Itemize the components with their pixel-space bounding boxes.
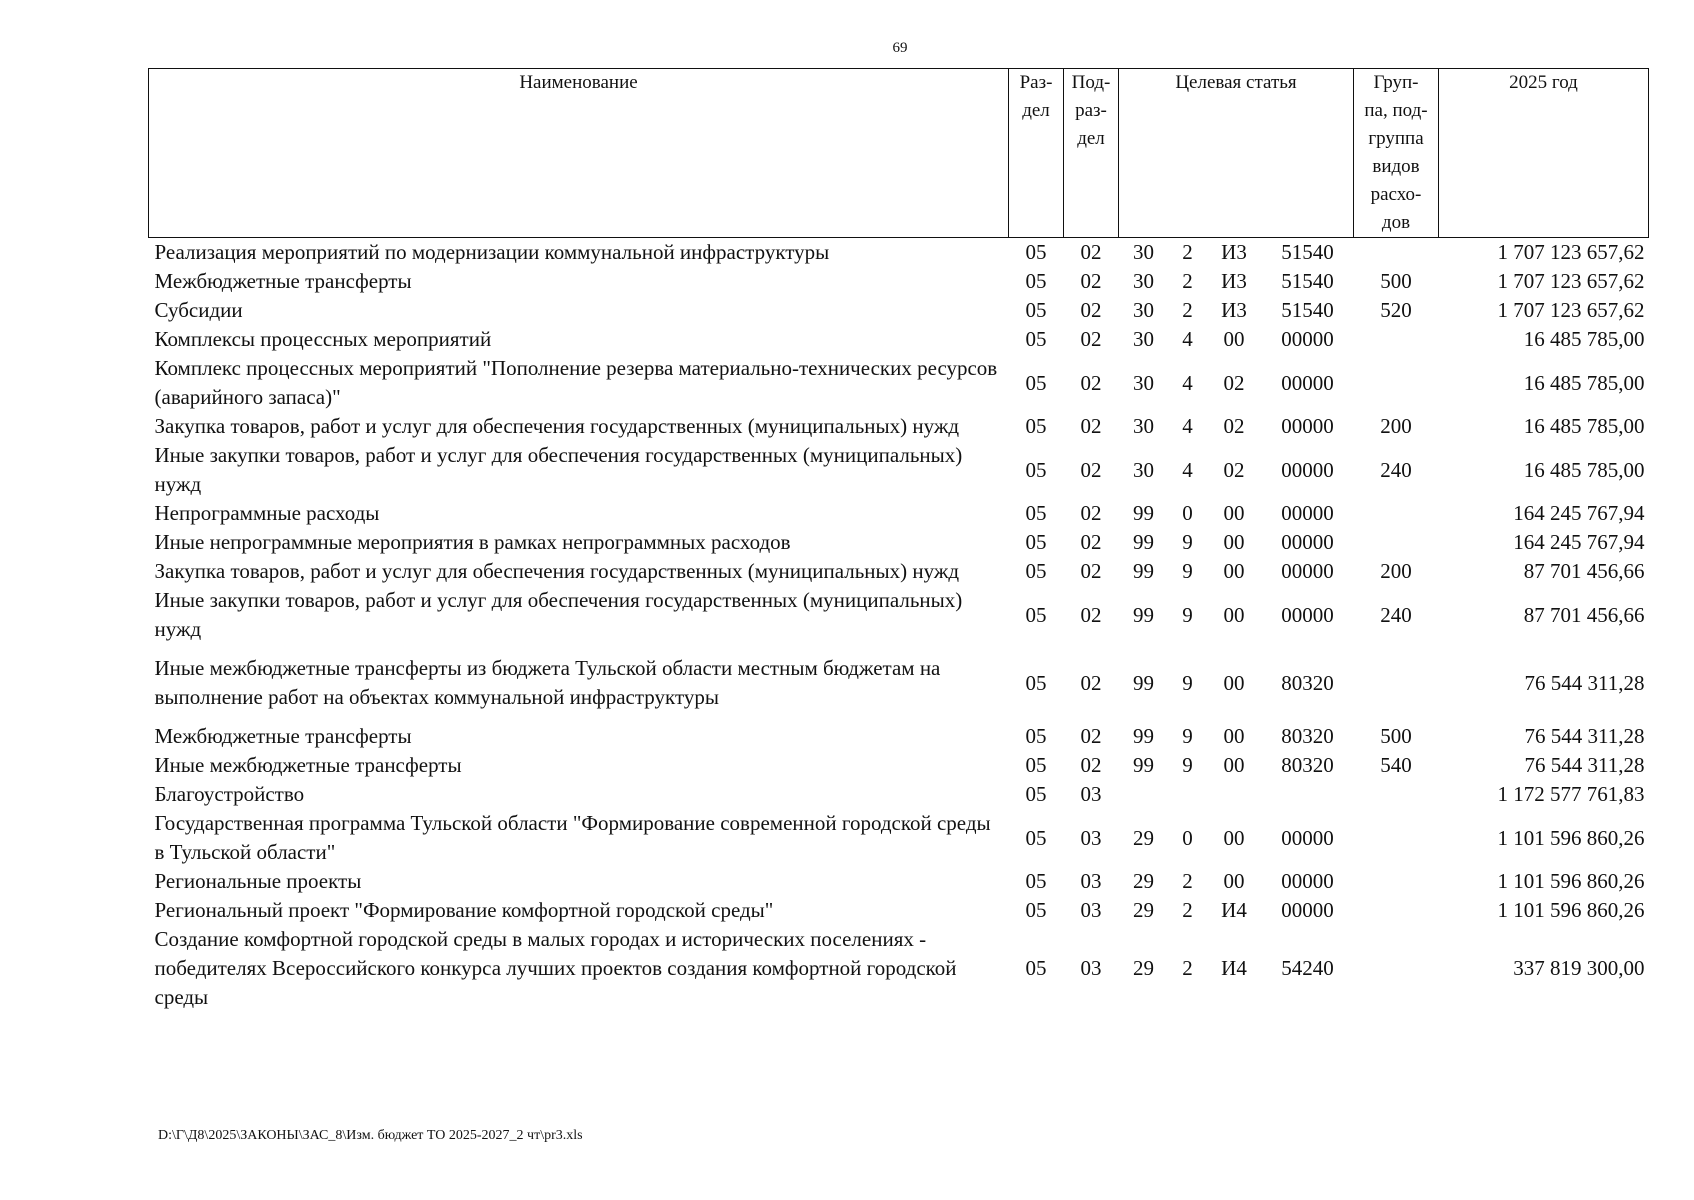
row-name: Межбюджетные трансферты (154, 724, 412, 748)
row-amount-2025: 1 101 596 860,26 (1497, 869, 1645, 893)
row-expense-group (1354, 896, 1439, 925)
row-name: Межбюджетные трансферты (154, 269, 412, 293)
row-target-article (1119, 325, 1354, 354)
table-row (149, 722, 1649, 751)
row-expense-group: 200 (1380, 414, 1412, 438)
row-expense-group (1354, 780, 1439, 809)
target-program: 29 (1133, 869, 1154, 893)
row-name: Непрограммные расходы (154, 501, 380, 525)
row-target-article (1119, 354, 1354, 412)
row-razdel: 05 (1025, 414, 1047, 438)
row-target-article (1119, 528, 1354, 557)
row-razdel: 05 (1025, 501, 1047, 525)
row-razdel: 05 (1025, 457, 1047, 482)
row-name: Иные непрограммные мероприятия в рамках непрограммных расходов (154, 530, 791, 554)
row-podrazdel: 03 (1080, 782, 1102, 806)
target-direction: 00000 (1281, 530, 1334, 554)
table-row (149, 751, 1649, 780)
target-type: 9 (1182, 559, 1193, 583)
target-direction: 00000 (1281, 370, 1334, 395)
header-group-label: Груп- па, под- группа видов расхо- дов (1364, 72, 1428, 233)
row-expense-group (1354, 867, 1439, 896)
target-type: 2 (1182, 898, 1193, 922)
row-target-article (1119, 809, 1354, 867)
row-name: Иные закупки товаров, работ и услуг для обеспечения государственных (муниципальных) нужд (154, 588, 963, 641)
row-target-article (1119, 644, 1354, 722)
row-podrazdel: 02 (1080, 370, 1102, 395)
row-podrazdel: 03 (1080, 869, 1102, 893)
budget-table-container (148, 68, 1648, 1012)
row-podrazdel: 02 (1080, 298, 1102, 322)
row-target-article (1119, 780, 1354, 809)
row-razdel: 05 (1025, 753, 1047, 777)
row-amount-2025: 87 701 456,66 (1523, 602, 1645, 627)
row-razdel: 05 (1025, 670, 1047, 695)
target-program: 30 (1133, 414, 1154, 438)
table-row (149, 809, 1649, 867)
row-target-article (1119, 238, 1354, 268)
row-amount-2025: 87 701 456,66 (1523, 559, 1645, 583)
target-type: 4 (1182, 327, 1193, 351)
row-amount-2025: 1 101 596 860,26 (1497, 825, 1645, 850)
header-podrazdel-label: Под- раз- дел (1071, 72, 1111, 149)
row-expense-group (1354, 925, 1439, 1012)
row-expense-group: 520 (1380, 298, 1412, 322)
row-amount-2025: 16 485 785,00 (1523, 327, 1645, 351)
row-target-article (1119, 925, 1354, 1012)
row-name: Региональные проекты (154, 869, 362, 893)
row-razdel: 05 (1025, 898, 1047, 922)
target-project: 00 (1223, 602, 1245, 627)
row-expense-group: 500 (1380, 724, 1412, 748)
table-row (149, 441, 1649, 499)
row-name: Государственная программа Тульской области "Формирование современной городской среды в Тульской области" (154, 811, 991, 864)
row-razdel: 05 (1025, 869, 1047, 893)
row-target-article (1119, 499, 1354, 528)
row-podrazdel: 02 (1080, 501, 1102, 525)
header-name (149, 69, 1009, 238)
target-program: 30 (1133, 240, 1154, 264)
target-direction: 00000 (1281, 898, 1334, 922)
row-amount-2025: 164 245 767,94 (1513, 530, 1645, 554)
table-row (149, 296, 1649, 325)
header-target (1119, 69, 1354, 238)
target-type: 2 (1182, 869, 1193, 893)
target-direction: 80320 (1281, 670, 1334, 695)
row-target-article (1119, 586, 1354, 644)
header-amount-label: 2025 год (1509, 72, 1578, 93)
row-podrazdel: 02 (1080, 457, 1102, 482)
target-project: 00 (1223, 869, 1245, 893)
target-program: 29 (1133, 956, 1154, 980)
target-project: 02 (1223, 370, 1245, 395)
target-program: 99 (1133, 753, 1154, 777)
target-type: 9 (1182, 670, 1193, 695)
row-amount-2025: 16 485 785,00 (1523, 370, 1645, 395)
row-target-article (1119, 867, 1354, 896)
table-row (149, 412, 1649, 441)
target-program: 30 (1133, 269, 1154, 293)
row-target-article (1119, 896, 1354, 925)
row-podrazdel: 02 (1080, 414, 1102, 438)
row-name: Иные межбюджетные трансферты (154, 753, 462, 777)
row-amount-2025: 337 819 300,00 (1513, 956, 1645, 980)
target-type: 0 (1182, 501, 1193, 525)
row-name: Создание комфортной городской среды в малых городах и исторических поселениях - победителях Всероссийского конкурса лучших проектов создания комфортной городской среды (154, 927, 957, 1009)
row-amount-2025: 76 544 311,28 (1524, 724, 1645, 748)
row-amount-2025: 1 707 123 657,62 (1497, 298, 1645, 322)
row-razdel: 05 (1025, 530, 1047, 554)
row-podrazdel: 02 (1080, 559, 1102, 583)
row-expense-group: 240 (1380, 602, 1412, 627)
target-direction: 00000 (1281, 501, 1334, 525)
table-row (149, 267, 1649, 296)
row-podrazdel: 02 (1080, 670, 1102, 695)
row-razdel: 05 (1025, 298, 1047, 322)
target-project: 00 (1223, 530, 1245, 554)
row-expense-group (1354, 809, 1439, 867)
target-type: 2 (1182, 298, 1193, 322)
target-type: 9 (1182, 602, 1193, 627)
target-direction: 00000 (1281, 457, 1334, 482)
target-project: 00 (1223, 753, 1245, 777)
row-razdel: 05 (1025, 602, 1047, 627)
table-row (149, 499, 1649, 528)
row-podrazdel: 02 (1080, 530, 1102, 554)
target-project: 00 (1223, 559, 1245, 583)
row-razdel: 05 (1025, 269, 1047, 293)
target-direction: 54240 (1281, 956, 1334, 980)
table-body (149, 238, 1649, 1013)
row-podrazdel: 02 (1080, 724, 1102, 748)
row-amount-2025: 164 245 767,94 (1513, 501, 1645, 525)
row-razdel: 05 (1025, 825, 1047, 850)
target-direction: 00000 (1281, 414, 1334, 438)
row-name: Закупка товаров, работ и услуг для обеспечения государственных (муниципальных) нужд (154, 559, 960, 583)
row-podrazdel: 02 (1080, 240, 1102, 264)
target-direction: 00000 (1281, 869, 1334, 893)
target-program: 29 (1133, 825, 1154, 850)
target-project: 02 (1223, 414, 1245, 438)
target-program: 30 (1133, 370, 1154, 395)
row-razdel: 05 (1025, 240, 1047, 264)
row-target-article (1119, 267, 1354, 296)
row-podrazdel: 02 (1080, 327, 1102, 351)
row-target-article (1119, 441, 1354, 499)
target-type: 4 (1182, 414, 1193, 438)
row-name: Субсидии (154, 298, 243, 322)
target-direction: 00000 (1281, 825, 1334, 850)
row-razdel: 05 (1025, 724, 1047, 748)
target-type: 4 (1182, 370, 1193, 395)
row-amount-2025: 1 707 123 657,62 (1497, 269, 1645, 293)
table-row (149, 238, 1649, 268)
target-type: 9 (1182, 530, 1193, 554)
row-target-article (1119, 296, 1354, 325)
target-program: 99 (1133, 530, 1154, 554)
target-project: 02 (1223, 457, 1245, 482)
row-name: Благоустройство (154, 782, 305, 806)
table-row (149, 644, 1649, 722)
row-expense-group (1354, 325, 1439, 354)
target-direction: 51540 (1281, 298, 1334, 322)
header-razdel-label: Раз- дел (1019, 72, 1053, 121)
row-expense-group (1354, 499, 1439, 528)
row-amount-2025: 1 101 596 860,26 (1497, 898, 1645, 922)
row-podrazdel: 03 (1080, 956, 1102, 980)
row-podrazdel: 02 (1080, 602, 1102, 627)
header-podrazdel (1064, 69, 1119, 238)
target-project: И3 (1221, 298, 1247, 322)
row-name: Иные закупки товаров, работ и услуг для обеспечения государственных (муниципальных) нужд (154, 443, 963, 496)
table-row (149, 325, 1649, 354)
target-direction: 51540 (1281, 240, 1334, 264)
row-expense-group: 540 (1380, 753, 1412, 777)
table-header-row (149, 69, 1649, 238)
table-row (149, 925, 1649, 1012)
row-podrazdel: 03 (1080, 825, 1102, 850)
target-program: 99 (1133, 501, 1154, 525)
row-razdel: 05 (1025, 782, 1047, 806)
header-group (1354, 69, 1439, 238)
target-direction: 80320 (1281, 724, 1334, 748)
target-project: И4 (1221, 898, 1247, 922)
row-expense-group: 500 (1380, 269, 1412, 293)
target-type: 2 (1182, 240, 1193, 264)
table-row (149, 528, 1649, 557)
row-razdel: 05 (1025, 370, 1047, 395)
row-podrazdel: 02 (1080, 269, 1102, 293)
target-program: 30 (1133, 327, 1154, 351)
row-name: Реализация мероприятий по модернизации коммунальной инфраструктуры (154, 240, 830, 264)
target-direction: 80320 (1281, 753, 1334, 777)
row-target-article (1119, 751, 1354, 780)
table-row (149, 780, 1649, 809)
target-project: И3 (1221, 269, 1247, 293)
target-program: 30 (1133, 298, 1154, 322)
row-podrazdel: 03 (1080, 898, 1102, 922)
target-direction: 51540 (1281, 269, 1334, 293)
target-program: 30 (1133, 457, 1154, 482)
row-amount-2025: 76 544 311,28 (1524, 753, 1645, 777)
target-project: 00 (1223, 670, 1245, 695)
target-direction: 00000 (1281, 602, 1334, 627)
row-amount-2025: 1 172 577 761,83 (1497, 782, 1645, 806)
header-target-label: Целевая статья (1175, 72, 1297, 93)
row-expense-group: 240 (1380, 457, 1412, 482)
target-project: 00 (1223, 825, 1245, 850)
target-program: 29 (1133, 898, 1154, 922)
target-type: 9 (1182, 753, 1193, 777)
header-amount (1439, 69, 1649, 238)
row-razdel: 05 (1025, 559, 1047, 583)
row-name: Региональный проект "Формирование комфортной городской среды" (154, 898, 774, 922)
row-expense-group: 200 (1380, 559, 1412, 583)
row-amount-2025: 76 544 311,28 (1524, 670, 1645, 695)
target-type: 2 (1182, 956, 1193, 980)
target-direction: 00000 (1281, 327, 1334, 351)
target-program: 99 (1133, 670, 1154, 695)
row-razdel: 05 (1025, 956, 1047, 980)
row-name: Закупка товаров, работ и услуг для обеспечения государственных (муниципальных) нужд (154, 414, 960, 438)
row-amount-2025: 16 485 785,00 (1523, 457, 1645, 482)
target-type: 2 (1182, 269, 1193, 293)
row-target-article (1119, 722, 1354, 751)
target-direction: 00000 (1281, 559, 1334, 583)
table-row (149, 586, 1649, 644)
target-project: 00 (1223, 327, 1245, 351)
target-type: 4 (1182, 457, 1193, 482)
row-target-article (1119, 557, 1354, 586)
row-amount-2025: 16 485 785,00 (1523, 414, 1645, 438)
table-row (149, 896, 1649, 925)
target-program: 99 (1133, 724, 1154, 748)
row-expense-group (1354, 354, 1439, 412)
target-type: 9 (1182, 724, 1193, 748)
row-amount-2025: 1 707 123 657,62 (1497, 240, 1645, 264)
target-type: 0 (1182, 825, 1193, 850)
row-podrazdel: 02 (1080, 753, 1102, 777)
row-target-article (1119, 412, 1354, 441)
row-expense-group (1354, 528, 1439, 557)
table-row (149, 354, 1649, 412)
table-row (149, 557, 1649, 586)
row-razdel: 05 (1025, 327, 1047, 351)
header-name-label: Наименование (519, 72, 638, 93)
row-expense-group (1354, 238, 1439, 268)
page-number: 69 (892, 40, 908, 56)
header-razdel (1009, 69, 1064, 238)
target-project: 00 (1223, 501, 1245, 525)
row-name: Комплекс процессных мероприятий "Пополнение резерва материально-технических ресурсов (аварийного запаса)" (154, 356, 998, 409)
table-row (149, 867, 1649, 896)
target-program: 99 (1133, 602, 1154, 627)
target-project: И3 (1221, 240, 1247, 264)
row-name: Комплексы процессных мероприятий (154, 327, 492, 351)
footer-file-path: D:\Г\Д8\2025\ЗАКОНЫ\ЗАС_8\Изм. бюджет ТО 2025-2027_2 чт\pr3.xls (158, 1128, 583, 1143)
target-program: 99 (1133, 559, 1154, 583)
target-project: И4 (1221, 956, 1247, 980)
target-project: 00 (1223, 724, 1245, 748)
row-name: Иные межбюджетные трансферты из бюджета Тульской области местным бюджетам на выполнение работ на объектах коммунальной инфраструктуры (154, 656, 941, 709)
row-expense-group (1354, 644, 1439, 722)
budget-table (148, 68, 1649, 1012)
